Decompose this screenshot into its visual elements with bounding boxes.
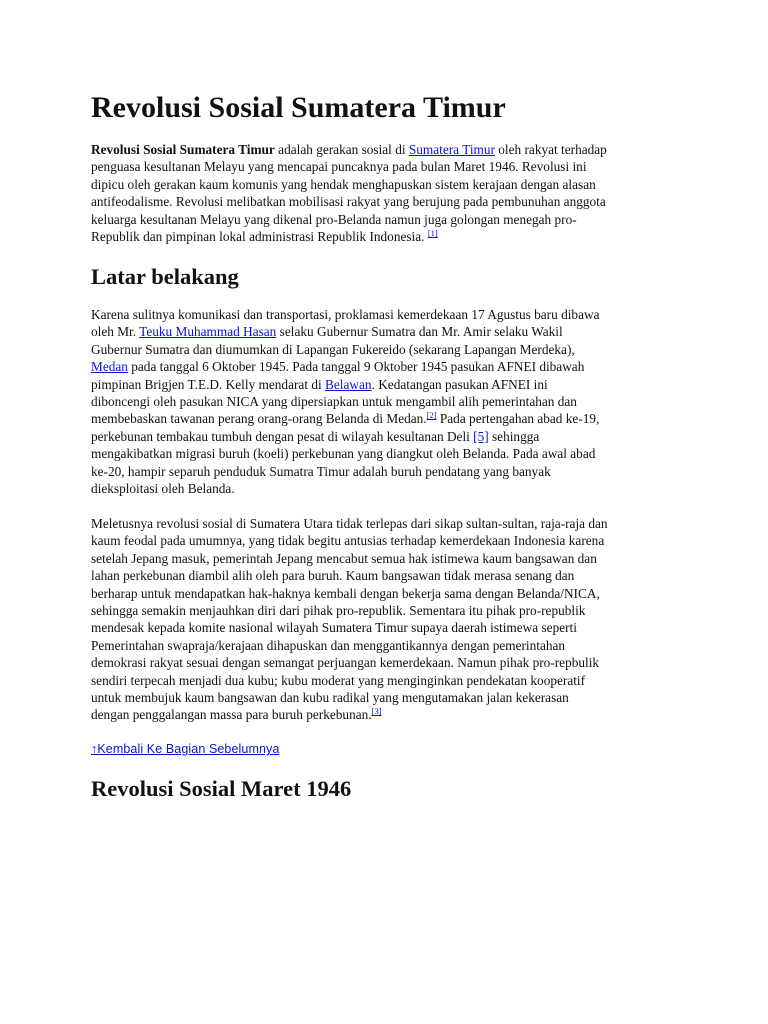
text-line: berharap untuk mendapatkan hak-haknya kembali dengan bekerja sama dengan Belanda/NICA, — [91, 585, 600, 601]
text-line: diboncengi oleh pasukan NICA yang dipersiapkan untuk mengambil alih pemerintahan dan — [91, 393, 577, 409]
link-teuku-muhammad-hasan[interactable]: Teuku Muhammad Hasan — [139, 324, 277, 340]
background-paragraph-1 — [91, 306, 681, 497]
text-line: ke-20, hampir separuh penduduk Sumatra Timur adalah buruh pendatang yang banyak — [91, 463, 551, 479]
text-line: lahan perkebunan diambil alih oleh para buruh. Kaum bangsawan tidak merasa senang dan — [91, 568, 575, 584]
intro-line: keluarga kesultanan Melayu yang dikenal pro-Belanda namun juga golongan menegah pro- — [91, 211, 577, 227]
intro-line: antifeodalisme. Revolusi melibatkan mobilisasi rakyat yang berujung pada pembunuhan anggota — [91, 194, 606, 210]
intro-line: penguasa kesultanan Melayu yang mencapai puncaknya pada bulan Maret 1946. Revolusi ini — [91, 159, 587, 175]
text-line: sendiri terpecah menjadi dua kubu; kubu moderat yang menginginkan pendekatan kooperatif — [91, 672, 586, 688]
footnote-ref-3 — [372, 706, 382, 716]
intro-line: Revolusi Sosial Sumatera Timur adalah gerakan sosial di Sumatera Timur oleh rakyat terhadap — [91, 142, 607, 157]
text-line: untuk membujuk kaum bangsawan dan kubu radikal yang mengutamakan jalan kekerasan — [91, 689, 569, 705]
back-to-previous-section-link[interactable]: ↑Kembali Ke Bagian Sebelumnya — [91, 742, 280, 756]
text-line: setelah Jepang masuk, pemerintah Jepang mencabut semua hak istimewa kaum bangsawan dan — [91, 550, 597, 566]
text-line: dengan penggalangan massa para buruh perkebunan.[3] — [91, 706, 382, 723]
text-line: mengakibatkan migrasi buruh (koeli) perkebunan yang diangkut oleh Belanda. Pada awal abad — [91, 446, 596, 462]
text-line: Karena sulitnya komunikasi dan transportasi, proklamasi kemerdekaan 17 Agustus baru dibawa — [91, 307, 600, 322]
intro-bold-term: Revolusi Sosial Sumatera Timur — [91, 142, 275, 157]
text-line: demokrasi rakyat sesuai dengan semangat perjuangan kemerdekaan. Namun pihak pro-repbulik — [91, 655, 600, 671]
text-line: sehingga semakin menjauhkan diri dari pihak pro-republik. Sementara itu pihak pro-republik — [91, 602, 586, 618]
link-sumatera-timur[interactable]: Sumatera Timur — [408, 142, 495, 157]
text-line: mendesak kepada komite nasional wilayah Sumatera Timur supaya daerah istimewa seperti — [91, 620, 577, 636]
text-line: pimpinan Brigjen T.E.D. Kelly mendarat di Belawan. Kedatangan pasukan AFNEI ini — [91, 376, 548, 392]
text-line: membebaskan tawanan perang orang-orang Belanda di Medan.[2] Pada pertengahan abad ke-19, — [91, 410, 600, 427]
intro-line: Republik dan pimpinan lokal administrasi Republik Indonesia. [1] — [91, 227, 438, 244]
text-line: kaum feodal pada umumnya, yang tidak begitu antusias terhadap kemerdekaan Indonesia karena — [91, 533, 605, 549]
footnote-link-2[interactable]: [2] — [426, 410, 437, 421]
section-heading-revolusi-maret-1946: Revolusi Sosial Maret 1946 — [91, 776, 352, 801]
link-ref-5[interactable]: [5] — [473, 428, 489, 444]
page-title: Revolusi Sosial Sumatera Timur — [91, 91, 506, 124]
section-heading-latar-belakang: Latar belakang — [91, 264, 239, 289]
text-line: perkebunan tembakau tumbuh dengan pesat di wilayah kesultanan Deli [5] sehingga — [91, 428, 540, 444]
intro-line: dipicu oleh gerakan kaum komunis yang hendak menghapuskan sistem kerajaan dengan alasan — [91, 176, 596, 192]
link-belawan[interactable]: Belawan — [325, 376, 372, 392]
text-line: Pemerintahan swapraja/kerajaan dihapuskan dan menggantikannya dengan pemerintahan — [91, 637, 566, 653]
background-paragraph-2 — [91, 515, 681, 724]
text-line: Meletusnya revolusi sosial di Sumatera Utara tidak terlepas dari sikap sultan-sultan, raja-raja dan — [91, 516, 608, 531]
footnote-ref-2 — [427, 410, 437, 420]
text-line: oleh Mr. Teuku Muhammad Hasan selaku Gubernur Sumatra dan Mr. Amir selaku Wakil — [91, 324, 563, 340]
text-line: dieksploitasi oleh Belanda. — [91, 480, 235, 496]
footnote-link-1[interactable]: [1] — [427, 227, 438, 238]
footnote-link-3[interactable]: [3] — [371, 706, 382, 717]
intro-paragraph — [91, 141, 681, 245]
text-line: Medan pada tanggal 6 Oktober 1945. Pada tanggal 9 Oktober 1945 pasukan AFNEI dibawah — [91, 359, 585, 375]
footnote-ref-1 — [428, 228, 438, 238]
link-medan[interactable]: Medan — [91, 359, 128, 375]
text-line: Gubernur Sumatra dan diumumkan di Lapangan Fukereido (sekarang Lapangan Merdeka), — [91, 341, 575, 357]
